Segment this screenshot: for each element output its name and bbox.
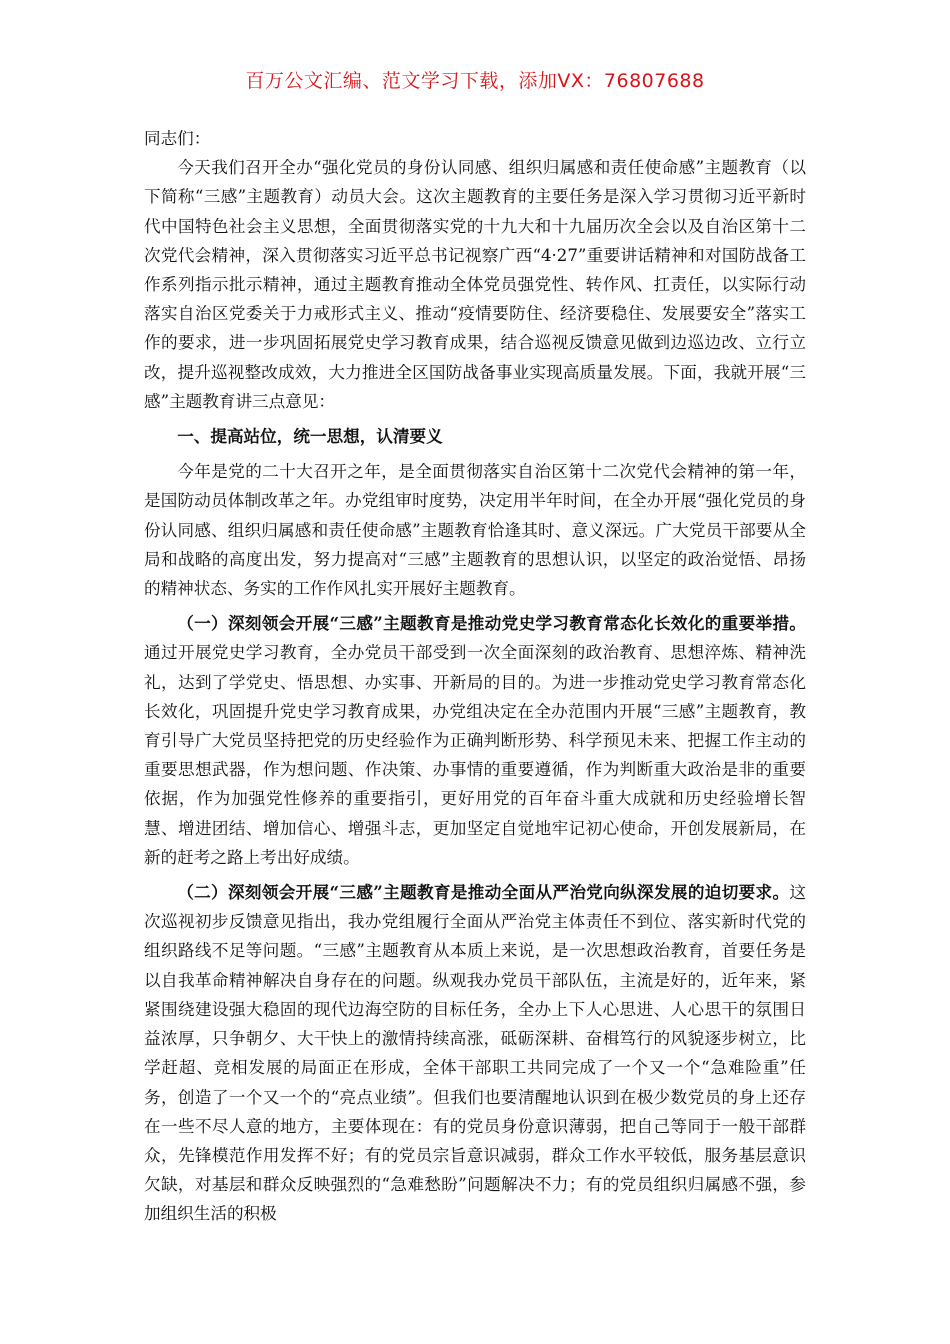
download-banner: 百万公文汇编、范文学习下载，添加VX：76807688 (245, 70, 705, 92)
salutation: 同志们： (144, 129, 211, 148)
speech-body (144, 124, 806, 1229)
point-body: 通过开展党史学习教育，全办党员干部受到一次全面深刻的政治教育、思想淬炼、精神洗礼，达到了学党史、悟思想、办实事、开新局的目的。为进一步推动党史学习教育常态化长效化，巩固提升党史学习教育成果，办党组决定在全办范围内开展“三感”主题教育，教育引导广大党员坚持把党的历史经验作为正确判断形势、科学预见未来、把握工作主动的重要思想武器，作为想问题、作决策、办事情的重要遵循，作为判断重大政治是非的重要依据，作为加强党性修养的重要指引，更好用党的百年奋斗重大成就和历史经验增长智慧、增进团结、增加信心、增强斗志，更加坚定自觉地牢记初心使命，开创发展新局，在新的赶考之路上考出好成绩。 (144, 643, 806, 867)
point-paragraph-1 (144, 609, 806, 872)
intro-paragraph: 今天我们召开全办“强化党员的身份认同感、组织归属感和责任使命感”主题教育（以下简称“三感”主题教育）动员大会。这次主题教育的主要任务是深入学习贯彻习近平新时代中国特色社会主义思想，全面贯彻落实党的十九大和十九届历次全会以及自治区第十二次党代会精神，深入贯彻落实习近平总书记视察广西“4·27”重要讲话精神和对国防战备工作系列指示批示精神，通过主题教育推动全体党员强党性、转作风、扛责任，以实际行动落实自治区党委关于力戒形式主义、推动“疫情要防住、经济要稳住、发展要安全”落实工作的要求，进一步巩固拓展党史学习教育成果，结合巡视反馈意见做到边巡边改、立行立改，提升巡视整改成效，大力推进全区国防战备事业实现高质量发展。下面，我就开展“三感”主题教育讲三点意见： (144, 158, 806, 411)
section-paragraph: 今年是党的二十大召开之年，是全面贯彻落实自治区第十二次党代会精神的第一年，是国防动员体制改革之年。办党组审时度势，决定用半年时间，在全办开展“强化党员的身份认同感、组织归属感和责任使命感”主题教育恰逢其时、意义深远。广大党员干部要从全局和战略的高度出发，努力提高对“三感”主题教育的思想认识，以坚定的政治觉悟、昂扬的精神状态、务实的工作作风扎实开展好主题教育。 (144, 462, 806, 599)
point-body: 这次巡视初步反馈意见指出，我办党组履行全面从严治党主体责任不到位、落实新时代党的组织路线不足等问题。“三感”主题教育从本质上来说，是一次思想政治教育，首要任务是以自我革命精神解决自身存在的问题。纵观我办党员干部队伍，主流是好的，近年来，紧紧围绕建设强大稳固的现代边海空防的目标任务，全办上下人心思进、人心思干的氛围日益浓厚，只争朝夕、大干快上的激情持续高涨，砥砺深耕、奋楫笃行的风貌逐步树立，比学赶超、竞相发展的局面正在形成，全体干部职工共同完成了一个又一个“急难险重”任务，创造了一个又一个的“亮点业绩”。但我们也要清醒地认识到在极少数党员的身上还存在一些不尽人意的地方，主要体现在：有的党员身份意识薄弱，把自己等同于一般干部群众，先锋模范作用发挥不好；有的党员宗旨意识减弱，群众工作水平较低，服务基层意识欠缺，对基层和群众反映强烈的“急难愁盼”问题解决不力；有的党员组织归属感不强，参加组织生活的积极 (144, 883, 806, 1224)
point-paragraph-2 (144, 878, 806, 1228)
point-lead: （二）深刻领会开展“三感”主题教育是推动全面从严治党向纵深发展的迫切要求。 (177, 882, 790, 903)
point-lead: （一）深刻领会开展“三感”主题教育是推动党史学习教育常态化长效化的重要举措。 (177, 613, 806, 634)
section-heading: 一、提高站位，统一思想，认清要义 (177, 426, 443, 447)
